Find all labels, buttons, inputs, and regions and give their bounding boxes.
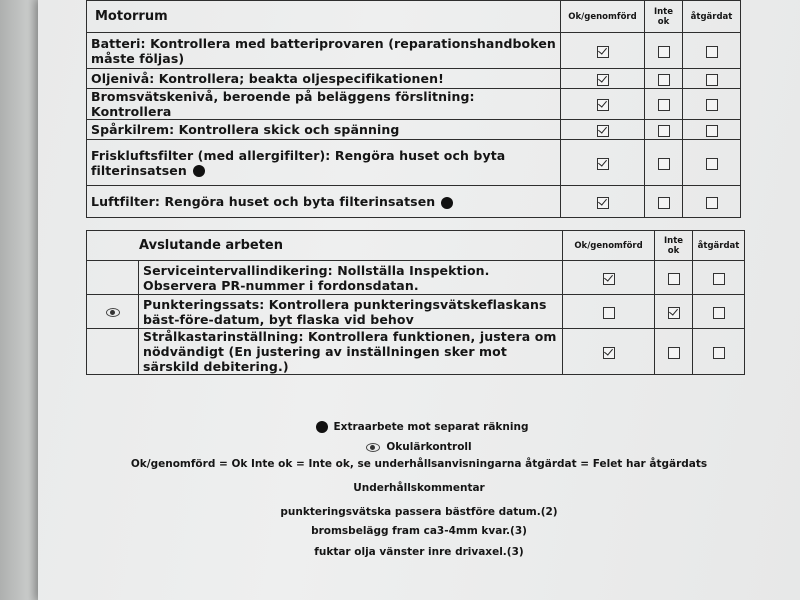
legend-ocular <box>38 441 800 453</box>
col-ok-header: Ok/genomförd <box>561 1 645 33</box>
task-text: Spårkilrem: Kontrollera skick och spänning <box>91 122 400 137</box>
ok-cell <box>561 69 645 89</box>
task-cell <box>87 186 561 218</box>
ok-checkbox[interactable] <box>597 125 609 137</box>
checklist-row <box>87 329 745 375</box>
ok-checkbox[interactable] <box>603 307 615 319</box>
document-page <box>38 0 800 600</box>
atgardat-checkbox[interactable] <box>706 99 718 111</box>
ok-checkbox[interactable] <box>597 197 609 209</box>
atgardat-checkbox[interactable] <box>706 197 718 209</box>
task-text: Friskluftsfilter (med allergifilter): Rengöra huset och byta filterinsatsen <box>91 147 506 178</box>
col-inte-ok-header: Inte ok <box>655 231 693 261</box>
row-marker-cell <box>87 329 139 375</box>
legend-extra <box>38 421 800 433</box>
inte-ok-cell <box>645 69 683 89</box>
extra-work-dot-icon <box>441 197 453 209</box>
task-cell <box>87 33 561 69</box>
inte-ok-cell <box>645 120 683 140</box>
task-text: Serviceintervallindikering: Nollställa Inspektion. Observera PR-nummer i fordonsdatan. <box>143 262 490 293</box>
ok-checkbox[interactable] <box>603 273 615 285</box>
checklist-row <box>87 120 741 140</box>
task-cell <box>139 329 563 375</box>
checklist-row <box>87 186 741 218</box>
inte-ok-cell <box>645 186 683 218</box>
atgardat-checkbox[interactable] <box>713 273 725 285</box>
ok-checkbox[interactable] <box>597 74 609 86</box>
task-text: Batteri: Kontrollera med batteriprovaren (reparationshandboken måste följas) <box>91 35 556 66</box>
atgardat-checkbox[interactable] <box>706 125 718 137</box>
task-cell <box>139 295 563 329</box>
col-ok-header: Ok/genomförd <box>563 231 655 261</box>
inte-ok-checkbox[interactable] <box>668 347 680 359</box>
paper-underlay <box>0 0 40 600</box>
legend-ocular-label: Okulärkontroll <box>386 441 472 453</box>
atgardat-cell <box>683 186 741 218</box>
atgardat-cell <box>683 120 741 140</box>
motorrum-table <box>86 0 741 218</box>
checklist-row <box>87 33 741 69</box>
checklist-row <box>87 69 741 89</box>
checklist-row <box>87 295 745 329</box>
col-atgardat-header: åtgärdat <box>683 1 741 33</box>
task-text: Strålkastarinställning: Kontrollera funktionen, justera om nödvändigt (En justering av inställningen sker mot särskild debitering.) <box>143 329 557 374</box>
avslutande-arbeten-table <box>86 230 745 375</box>
task-text: Punkteringssats: Kontrollera punkteringsvätskeflaskans bäst-före-datum, byt flaska vid behov <box>143 296 547 327</box>
atgardat-cell <box>683 140 741 186</box>
atgardat-cell <box>683 69 741 89</box>
task-cell <box>87 89 561 120</box>
inte-ok-checkbox[interactable] <box>658 46 670 58</box>
atgardat-cell <box>693 295 745 329</box>
checklist-row <box>87 261 745 295</box>
inte-ok-cell <box>655 295 693 329</box>
atgardat-checkbox[interactable] <box>713 307 725 319</box>
atgardat-checkbox[interactable] <box>706 158 718 170</box>
ok-cell <box>563 295 655 329</box>
atgardat-cell <box>683 33 741 69</box>
atgardat-cell <box>693 329 745 375</box>
task-text: Bromsvätskenivå, beroende på beläggens förslitning: Kontrollera <box>91 89 475 119</box>
ocular-check-eye-icon <box>106 308 120 317</box>
section-title: Avslutande arbeten <box>87 231 563 261</box>
ok-cell <box>563 261 655 295</box>
inte-ok-checkbox[interactable] <box>658 74 670 86</box>
inte-ok-cell <box>645 140 683 186</box>
inte-ok-cell <box>645 89 683 120</box>
ok-checkbox[interactable] <box>597 99 609 111</box>
task-text: Luftfilter: Rengöra huset och byta filterinsatsen <box>91 194 436 209</box>
inte-ok-cell <box>645 33 683 69</box>
ok-checkbox[interactable] <box>597 158 609 170</box>
row-marker-cell <box>87 295 139 329</box>
comment-line: bromsbelägg fram ca3-4mm kvar.(3) <box>311 525 527 537</box>
atgardat-cell <box>693 261 745 295</box>
eye-icon <box>366 443 380 452</box>
inte-ok-checkbox[interactable] <box>668 307 680 319</box>
checklist-row <box>87 89 741 120</box>
task-cell <box>139 261 563 295</box>
comment-line: fuktar olja vänster inre drivaxel.(3) <box>314 546 524 558</box>
inte-ok-checkbox[interactable] <box>658 125 670 137</box>
inte-ok-cell <box>655 261 693 295</box>
ok-checkbox[interactable] <box>597 46 609 58</box>
inte-ok-checkbox[interactable] <box>658 158 670 170</box>
extra-work-dot-icon <box>193 165 205 177</box>
task-cell <box>87 120 561 140</box>
checklist-row <box>87 140 741 186</box>
ok-cell <box>561 89 645 120</box>
ok-checkbox[interactable] <box>603 347 615 359</box>
comment-line: punkteringsvätska passera bästföre datum.(2) <box>280 506 558 518</box>
atgardat-cell <box>683 89 741 120</box>
inte-ok-checkbox[interactable] <box>658 197 670 209</box>
ok-cell <box>561 186 645 218</box>
col-atgardat-header: åtgärdat <box>693 231 745 261</box>
task-cell <box>87 140 561 186</box>
ok-cell <box>561 120 645 140</box>
legend-extra-label: Extraarbete mot separat räkning <box>333 421 529 433</box>
ok-cell <box>561 33 645 69</box>
ok-cell <box>561 140 645 186</box>
filled-dot-icon <box>316 421 328 433</box>
atgardat-checkbox[interactable] <box>713 347 725 359</box>
col-inte-ok-header: Inte ok <box>645 1 683 33</box>
inte-ok-checkbox[interactable] <box>658 99 670 111</box>
atgardat-checkbox[interactable] <box>706 46 718 58</box>
atgardat-checkbox[interactable] <box>706 74 718 86</box>
task-cell <box>87 69 561 89</box>
section-title: Motorrum <box>87 1 561 33</box>
inte-ok-checkbox[interactable] <box>668 273 680 285</box>
inte-ok-cell <box>655 329 693 375</box>
row-marker-cell <box>87 261 139 295</box>
comments-heading: Underhållskommentar <box>353 482 485 494</box>
legend-status-line: Ok/genomförd = Ok Inte ok = Inte ok, se underhållsanvisningarna åtgärdat = Felet har åtgärdats <box>130 458 708 470</box>
ok-cell <box>563 329 655 375</box>
task-text: Oljenivå: Kontrollera; beakta oljespecifikationen! <box>91 71 444 86</box>
